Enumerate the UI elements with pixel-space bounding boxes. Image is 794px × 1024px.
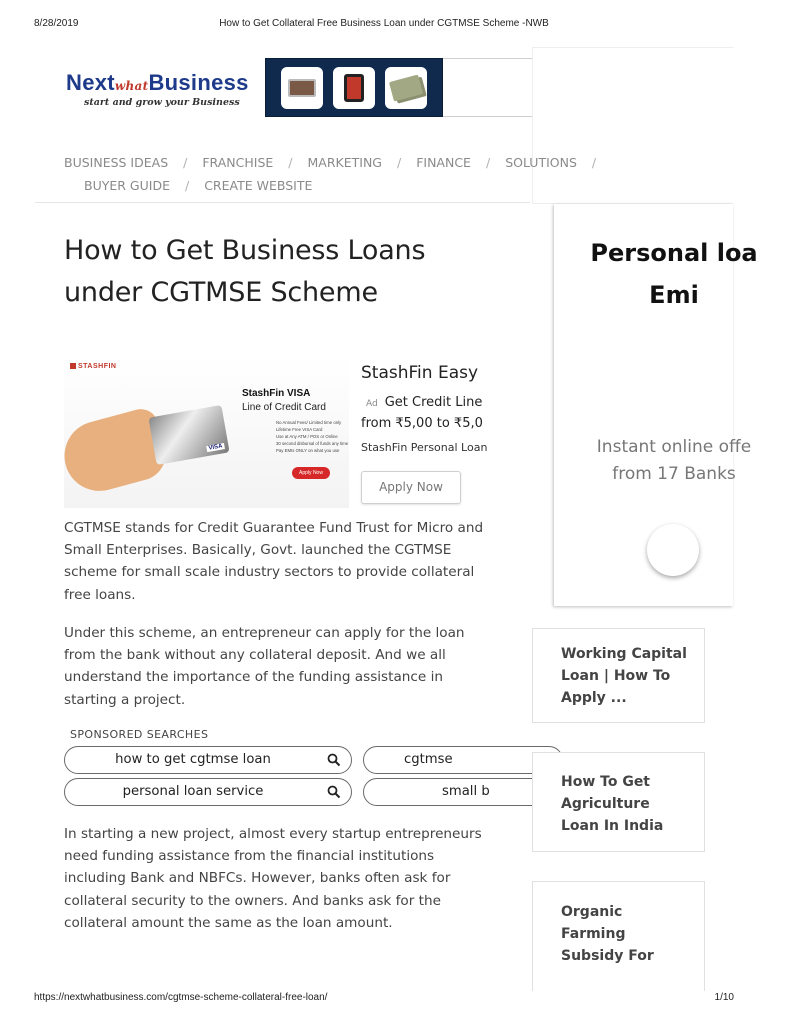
ad-image-brand <box>70 363 116 370</box>
apply-now-button[interactable]: Apply Now <box>361 471 461 504</box>
sponsored-searches <box>64 746 490 808</box>
ad-image-feature: Use at Any ATM / POS or Online <box>276 434 338 439</box>
nav-finance[interactable]: FINANCE <box>416 155 471 170</box>
print-page-number: 1/10 <box>714 992 734 1003</box>
sidebar-promo-subtitle-line-1: Instant online offe <box>596 437 752 457</box>
nav-separator: / <box>485 155 491 170</box>
logo-tagline: start and grow your Business <box>84 97 240 108</box>
nav-marketing[interactable]: MARKETING <box>307 155 382 170</box>
sponsored-search-text: personal loan service <box>122 784 264 799</box>
ad-image-features <box>276 419 356 454</box>
nav-create-website[interactable]: CREATE WEBSITE <box>204 178 313 193</box>
logo-business: Business <box>148 70 249 95</box>
cash-icon <box>385 67 427 109</box>
sponsored-searches-label: SPONSORED SEARCHES <box>70 728 209 741</box>
sidebar-promo-content <box>554 204 758 606</box>
ad-image-feature: 30 second disbursal of funds any time <box>276 441 349 446</box>
sidebar-promo-subtitle <box>554 434 794 488</box>
sidebar-related-post[interactable] <box>532 881 705 991</box>
nav-separator: / <box>184 178 190 193</box>
laptop-icon <box>281 67 323 109</box>
ad-image-card-title: StashFin VISA <box>242 388 311 399</box>
ad-body-line-2: from ₹5,00 to ₹5,0 <box>361 416 483 431</box>
site-logo[interactable] <box>66 70 266 114</box>
sidebar-promo-title <box>554 232 794 316</box>
related-post-title[interactable]: Organic Farming Subsidy For <box>561 904 654 964</box>
ad-image-brand-text: STASHFIN <box>78 363 117 370</box>
sidebar-related-post[interactable] <box>532 628 705 723</box>
search-icon <box>327 785 341 799</box>
ad-text <box>361 355 491 454</box>
ad-headline[interactable]: StashFin Easy <box>361 363 479 383</box>
nav-separator: / <box>396 155 402 170</box>
nav-solutions[interactable]: SOLUTIONS <box>505 155 577 170</box>
ad-image-card-subtitle: Line of Credit Card <box>242 402 326 413</box>
header-divider <box>443 116 533 117</box>
nav-row-1 <box>64 151 664 174</box>
tablet-icon <box>333 67 375 109</box>
related-post-title[interactable]: Working Capital Loan | How To Apply ... <box>561 646 687 706</box>
article-paragraph: CGTMSE stands for Credit Guarantee Fund Trust for Micro and Small Enterprises. Basically, Govt. launched the CGTMSE scheme for small scale industry sectors to provide collateral free loans. <box>64 520 484 603</box>
nav-separator: / <box>288 155 293 170</box>
print-header <box>0 18 768 32</box>
nav-buyer-guide[interactable]: BUYER GUIDE <box>84 178 170 193</box>
ad-image[interactable] <box>64 355 349 508</box>
sponsored-search-pill[interactable] <box>64 778 352 806</box>
nav-separator: / <box>183 155 188 170</box>
article-paragraph: Under this scheme, an entrepreneur can apply for the loan from the bank without any collateral deposit. And we all understand the importance of the funding assistance in starting a project. <box>64 625 465 708</box>
print-footer <box>0 992 768 1006</box>
print-date: 8/28/2019 <box>34 18 79 29</box>
ad-image-apply-button: Apply Now <box>292 467 330 479</box>
ad-body <box>361 393 491 433</box>
ad-advertiser: StashFin Personal Loan <box>361 441 488 454</box>
print-url: https://nextwhatbusiness.com/cgtmse-scheme-collateral-free-loan/ <box>34 992 328 1003</box>
sidebar-promo-subtitle-line-2: from 17 Banks <box>612 464 736 484</box>
nav-franchise[interactable]: FRANCHISE <box>202 155 274 170</box>
ad-image-feature: Pay EMIs ONLY on what you use <box>276 448 340 453</box>
sidebar-promo-title-line-1: Personal loa <box>590 239 758 267</box>
search-icon <box>327 753 341 767</box>
ad-body-line-1: Get Credit Line <box>384 395 483 410</box>
print-title: How to Get Collateral Free Business Loan under CGTMSE Scheme -NWB <box>219 18 549 29</box>
main-nav <box>64 151 664 197</box>
nav-divider <box>35 202 530 203</box>
article-paragraph: In starting a new project, almost every startup entrepreneurs need funding assistance from the financial institutions including Bank and NBFCs. However, banks often ask for collateral security to the owners. And banks ask for the collateral amount the same as the loan amount. <box>64 826 482 931</box>
sidebar-related-post[interactable] <box>532 752 705 852</box>
nav-separator: / <box>591 155 597 170</box>
ad-unit[interactable] <box>64 355 488 508</box>
header-divider-top <box>443 58 533 59</box>
ad-image-feature: No Annual Fees/ Limited time only <box>276 420 342 425</box>
logo-what: what <box>114 79 149 93</box>
related-post-title[interactable]: How To Get Agriculture Loan In India <box>561 774 664 834</box>
sponsored-search-text: small b <box>442 784 490 799</box>
ad-image-feature: Lifetime Free VISA Card <box>276 427 323 432</box>
credit-card-illustration <box>148 405 229 465</box>
sidebar-promo-title-line-2: Emi <box>649 281 699 309</box>
logo-next: Next <box>66 70 115 95</box>
sponsored-search-text: how to get cgtmse loan <box>115 752 271 767</box>
nav-row-2 <box>64 174 664 197</box>
visa-logo: VISA <box>208 443 224 452</box>
promo-action-button[interactable] <box>647 524 699 576</box>
stashfin-logo-icon <box>70 363 76 369</box>
header-banner[interactable] <box>265 58 443 117</box>
ad-badge: Ad <box>366 399 378 409</box>
sponsored-search-text: cgtmse <box>404 752 453 767</box>
sponsored-search-pill[interactable] <box>64 746 352 774</box>
logo-wordmark <box>66 70 266 96</box>
article-title: How to Get Business Loans under CGTMSE Scheme <box>64 235 426 308</box>
nav-business-ideas[interactable]: BUSINESS IDEAS <box>64 155 169 170</box>
